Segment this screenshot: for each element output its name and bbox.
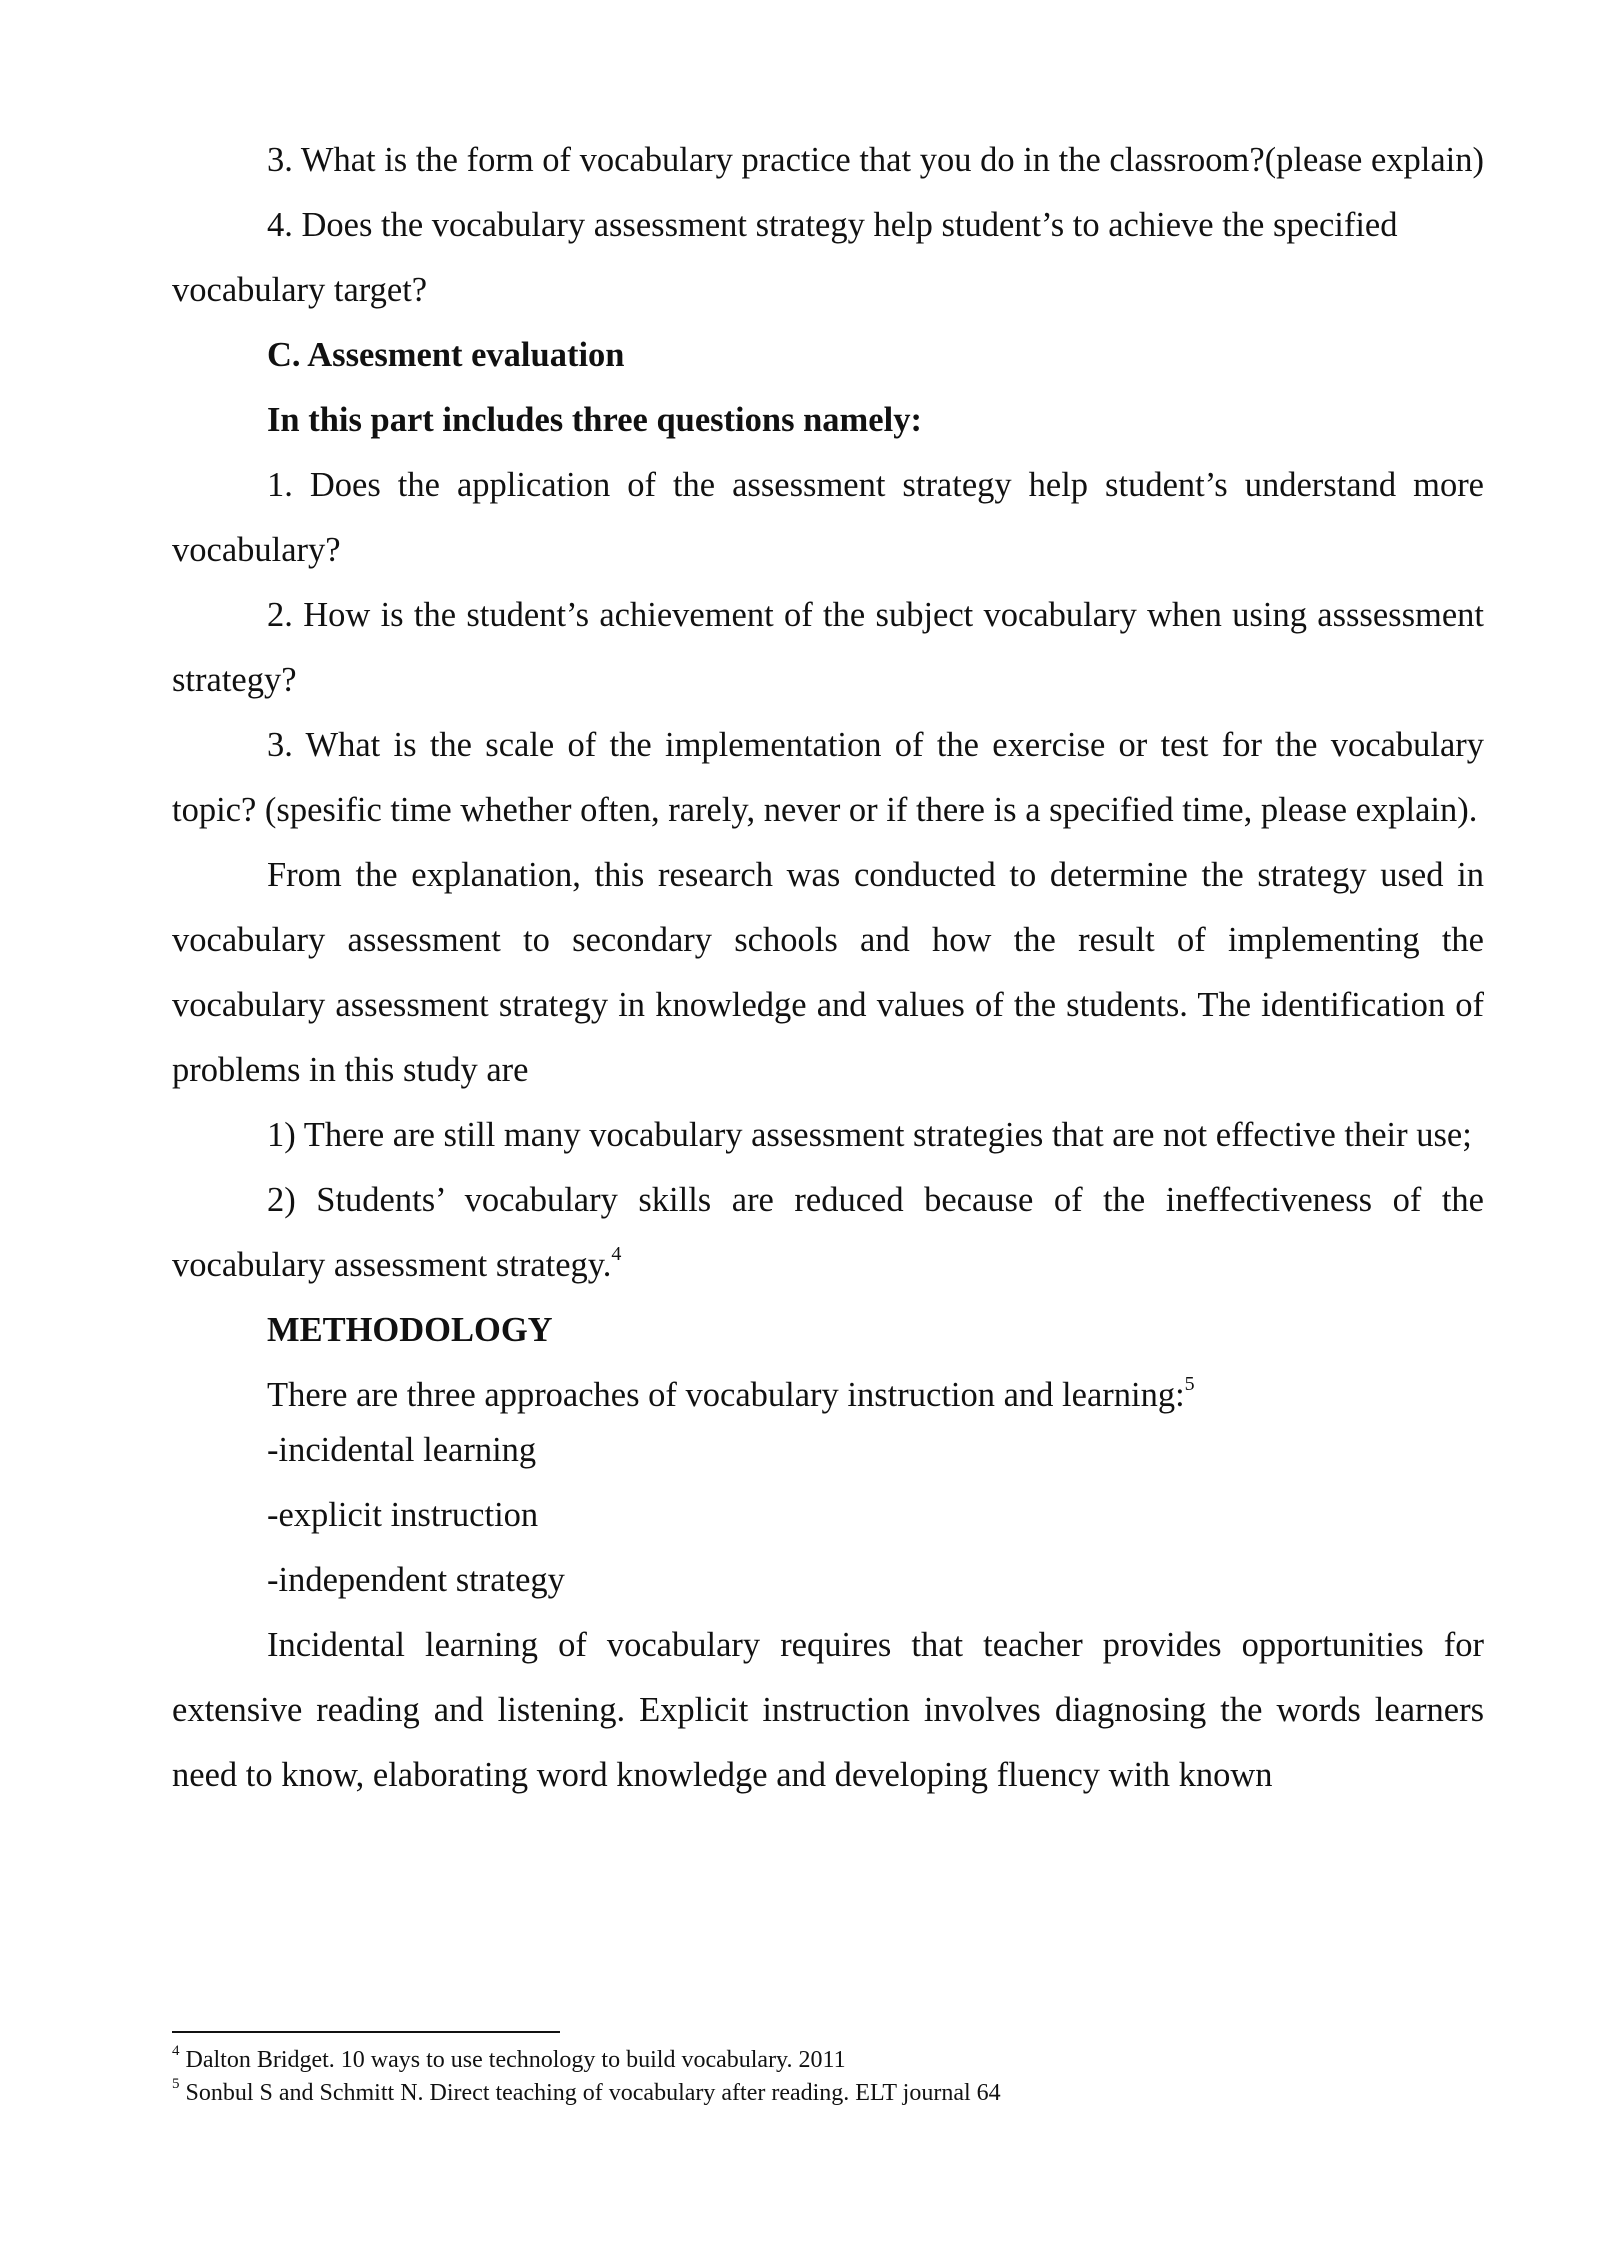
approach-item-independent: -independent strategy — [267, 1561, 565, 1599]
question-4-paragraph: 4. Does the vocabulary assessment strategy help student’s to achieve the specified vocabulary target? — [172, 206, 1398, 309]
footnote-separator — [172, 2031, 560, 2033]
evaluation-question-1: 1. Does the application of the assessment strategy help student’s understand more vocabulary? — [172, 466, 1484, 569]
section-c-subheading: In this part includes three questions namely: — [267, 401, 922, 439]
incidental-learning-paragraph: Incidental learning of vocabulary requires that teacher provides opportunities for extensive reading and listening. Explicit instruction involves diagnosing the words learners need to know, elaborating word knowledge and developing fluency with known — [172, 1626, 1484, 1794]
footnote-4-text: Dalton Bridget. 10 ways to use technology to build vocabulary. 2011 — [185, 2047, 846, 2073]
evaluation-question-2: 2. How is the student’s achievement of the subject vocabulary when using asssessment strategy? — [172, 596, 1484, 699]
approach-item-incidental: -incidental learning — [267, 1431, 537, 1469]
question-3-paragraph: 3. What is the form of vocabulary practice that you do in the classroom?(please explain) — [267, 141, 1484, 179]
footnote-5-number: 5 — [172, 2076, 180, 2092]
footnote-4-number: 4 — [172, 2043, 180, 2059]
section-c-heading: C. Assesment evaluation — [267, 336, 625, 374]
problem-2-text: 2) Students’ vocabulary skills are reduced because of the ineffectiveness of the vocabulary assessment strategy. — [172, 1181, 1484, 1284]
footnote-4 — [172, 2044, 1484, 2077]
explanation-paragraph: From the explanation, this research was conducted to determine the strategy used in vocabulary assessment to secondary schools and how the result of implementing the vocabulary assessment strategy in knowledge and values of the students. The identification of problems in this study are — [172, 856, 1484, 1089]
footnote-ref-5[interactable]: 5 — [1184, 1372, 1195, 1395]
footnote-5-text: Sonbul S and Schmitt N. Direct teaching of vocabulary after reading. ELT journal 64 — [185, 2080, 1001, 2106]
document-body — [172, 128, 1484, 1808]
evaluation-question-3: 3. What is the scale of the implementation of the exercise or test for the vocabulary topic? (spesific time whether often, rarely, never or if there is a specified time, please explain). — [172, 726, 1484, 829]
footnote-5 — [172, 2077, 1484, 2110]
approaches-text: There are three approaches of vocabulary instruction and learning: — [267, 1376, 1185, 1414]
problem-2-paragraph — [172, 1168, 1484, 1298]
methodology-heading: METHODOLOGY — [267, 1311, 553, 1349]
footnotes — [172, 2044, 1484, 2110]
problem-1-paragraph: 1) There are still many vocabulary assessment strategies that are not effective their use; — [267, 1116, 1472, 1154]
footnote-ref-4[interactable]: 4 — [611, 1242, 622, 1265]
approach-item-explicit: -explicit instruction — [267, 1496, 539, 1534]
